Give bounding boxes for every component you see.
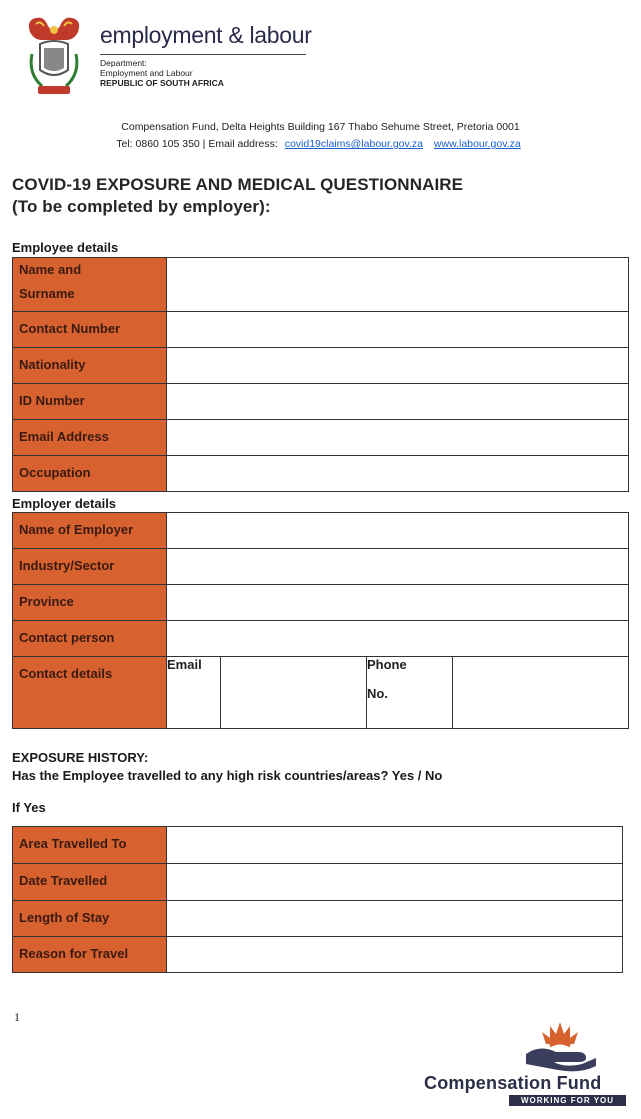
address-line: Compensation Fund, Delta Heights Building 167 Thabo Sehume Street, Pretoria 0001 xyxy=(121,121,520,133)
phone-no-label-text: No. xyxy=(367,686,388,701)
department-name: employment & labour xyxy=(100,22,312,48)
page-number: 1 xyxy=(14,1010,20,1024)
website-link[interactable]: www.labour.gov.za xyxy=(433,138,521,150)
name-surname-field[interactable] xyxy=(167,258,629,312)
contact-number-field[interactable] xyxy=(167,312,629,348)
name-label-line: Name and xyxy=(19,262,82,277)
employee-details-table xyxy=(12,257,629,492)
fund-name: Compensation Fund xyxy=(424,1073,602,1093)
area-travelled-label: Area Travelled To xyxy=(13,827,167,864)
email-address-label: Email Address xyxy=(13,420,167,456)
id-number-field[interactable] xyxy=(167,384,629,420)
compensation-fund-logo xyxy=(520,1018,600,1072)
contact-details-label: Contact details xyxy=(13,657,167,729)
contact-person-field[interactable] xyxy=(167,621,629,657)
email-sublabel: Email xyxy=(167,657,221,729)
length-of-stay-field[interactable] xyxy=(167,901,623,937)
exposure-history-heading: EXPOSURE HISTORY: xyxy=(12,750,149,765)
contact-number-label: Contact Number xyxy=(13,312,167,348)
date-travelled-label: Date Travelled xyxy=(13,864,167,901)
fund-tagline: WORKING FOR YOU xyxy=(509,1095,626,1106)
industry-sector-field[interactable] xyxy=(167,549,629,585)
email-link[interactable]: covid19claims@labour.gov.za xyxy=(284,138,423,150)
department-subtitle xyxy=(100,58,224,88)
employer-details-heading: Employer details xyxy=(12,496,117,511)
contact-line xyxy=(0,138,641,150)
contact-person-label: Contact person xyxy=(13,621,167,657)
if-yes-label: If Yes xyxy=(12,800,46,815)
travel-question: Has the Employee travelled to any high risk countries/areas? Yes / No xyxy=(12,768,443,783)
nationality-label: Nationality xyxy=(13,348,167,384)
coat-of-arms-logo xyxy=(22,14,86,100)
industry-sector-label: Industry/Sector xyxy=(13,549,167,585)
name-surname-label xyxy=(13,258,167,312)
province-label: Province xyxy=(13,585,167,621)
length-of-stay-label: Length of Stay xyxy=(13,901,167,937)
email-address-field[interactable] xyxy=(167,420,629,456)
employer-phone-field[interactable] xyxy=(453,657,629,729)
employer-name-label: Name of Employer xyxy=(13,513,167,549)
telephone-text: Tel: 0860 105 350 | Email address: xyxy=(116,138,278,150)
employer-email-field[interactable] xyxy=(221,657,367,729)
phone-label-text: Phone xyxy=(367,657,407,672)
occupation-field[interactable] xyxy=(167,456,629,492)
travel-details-table xyxy=(12,826,623,973)
date-travelled-field[interactable] xyxy=(167,864,623,901)
nationality-field[interactable] xyxy=(167,348,629,384)
reason-for-travel-label: Reason for Travel xyxy=(13,937,167,973)
province-field[interactable] xyxy=(167,585,629,621)
header-divider xyxy=(100,54,306,55)
id-number-label: ID Number xyxy=(13,384,167,420)
department-line: Department: xyxy=(100,58,147,68)
employer-details-table xyxy=(12,512,629,729)
page-title: COVID-19 EXPOSURE AND MEDICAL QUESTIONNAIRE xyxy=(12,175,464,194)
phone-sublabel xyxy=(367,657,453,729)
surname-label-line: Surname xyxy=(19,286,75,301)
employee-details-heading: Employee details xyxy=(12,240,119,255)
area-travelled-field[interactable] xyxy=(167,827,623,864)
page-subtitle: (To be completed by employer): xyxy=(12,197,271,216)
department-line: Employment and Labour xyxy=(100,68,193,78)
employer-name-field[interactable] xyxy=(167,513,629,549)
reason-for-travel-field[interactable] xyxy=(167,937,623,973)
occupation-label: Occupation xyxy=(13,456,167,492)
department-line: REPUBLIC OF SOUTH AFRICA xyxy=(100,78,224,88)
